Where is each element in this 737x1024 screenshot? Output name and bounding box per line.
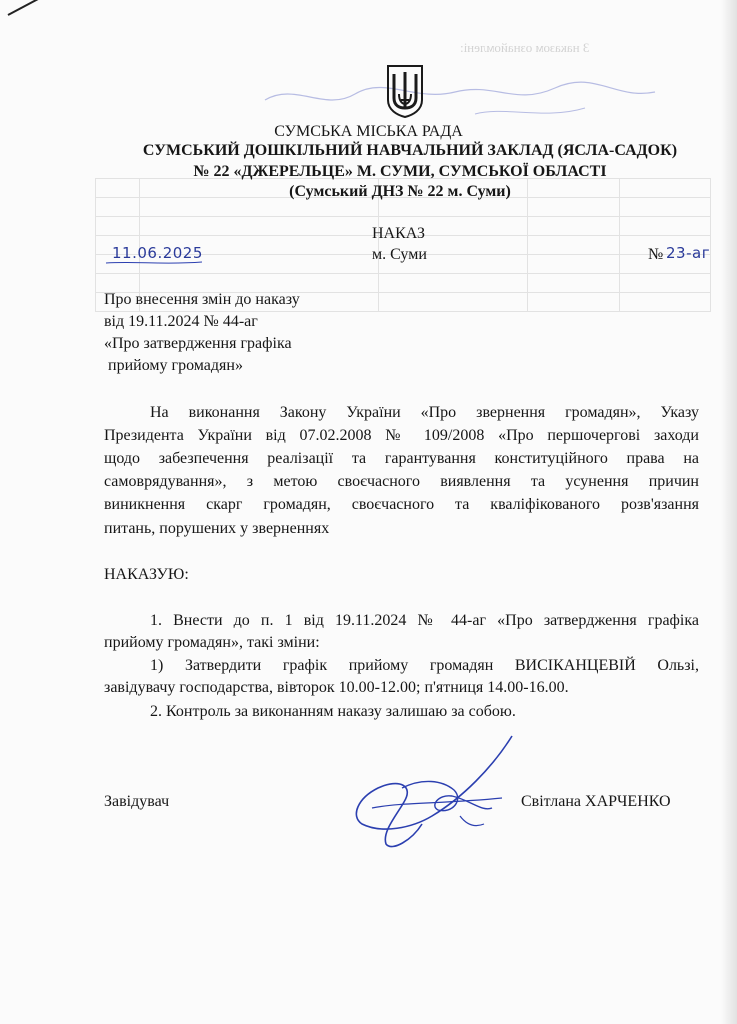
bleed-ack-label: З наказом ознайомлені: bbox=[460, 40, 590, 55]
signatory-name: Світлана ХАРЧЕНКО bbox=[521, 793, 671, 810]
signature-icon bbox=[342, 728, 532, 858]
order-number: 23-аг bbox=[666, 244, 711, 262]
preamble-line3: щодо забезпечення реалізації та гарантування конституційного права на bbox=[104, 450, 699, 467]
trident-emblem-icon bbox=[385, 64, 425, 118]
item1-line1: 1. Внести до п. 1 від 19.11.2024 № 44-аг «Про затвердження графіка bbox=[150, 612, 699, 629]
order-title: НАКАЗ bbox=[372, 225, 425, 242]
order-date: 11.06.2025 bbox=[112, 244, 203, 262]
preamble-line2: Президента України від 07.02.2008 № 109/2008 «Про першочергові заходи bbox=[104, 427, 699, 444]
subject-line1: Про внесення змін до наказу bbox=[104, 291, 300, 308]
preamble-line1: На виконання Закону України «Про звернення громадян», Указу bbox=[150, 404, 699, 421]
subject-line4: прийому громадян» bbox=[104, 357, 243, 374]
preamble-line4: самоврядування», з метою своєчасного виявлення та усунення причин bbox=[104, 473, 699, 490]
order-number-prefix: № bbox=[648, 246, 664, 263]
item1a-line2: завідувачу господарства, вівторок 10.00-12.00; п'ятниця 14.00-16.00. bbox=[104, 679, 569, 696]
signatory-position: Завідувач bbox=[104, 793, 170, 810]
org-name-line2: № 22 «ДЖЕРЕЛЬЦЕ» М. СУМИ, СУМСЬКОЇ ОБЛАСТІ bbox=[193, 163, 607, 180]
order-city: м. Суми bbox=[372, 246, 427, 263]
preamble-line6: питань, порушених у зверненнях bbox=[104, 520, 330, 537]
item2: 2. Контроль за виконанням наказу залишаю за собою. bbox=[150, 703, 516, 720]
preamble-line5: виникнення скарг громадян, своєчасного та кваліфікованого розв'язання bbox=[104, 496, 699, 513]
council-name: СУМСЬКА МІСЬКА РАДА bbox=[274, 123, 463, 140]
subject-line3: «Про затвердження графіка bbox=[104, 335, 292, 352]
item1-line2: прийому громадян», такі зміни: bbox=[104, 634, 320, 651]
org-name-line1: СУМСЬКИЙ ДОШКІЛЬНИЙ НАВЧАЛЬНИЙ ЗАКЛАД (ЯСЛА-САДОК) bbox=[142, 142, 678, 159]
item1a-line1: 1) Затвердити графік прийому громадян ВИСІКАНЦЕВІЙ Ользі, bbox=[150, 657, 699, 674]
subject-line2: від 19.11.2024 № 44-аг bbox=[104, 313, 258, 330]
org-short-name: (Сумський ДНЗ № 22 м. Суми) bbox=[289, 183, 511, 200]
date-underline bbox=[104, 260, 204, 266]
scan-mark bbox=[8, 0, 46, 16]
bleed-handwriting bbox=[255, 62, 715, 122]
directive-heading: НАКАЗУЮ: bbox=[104, 566, 189, 583]
